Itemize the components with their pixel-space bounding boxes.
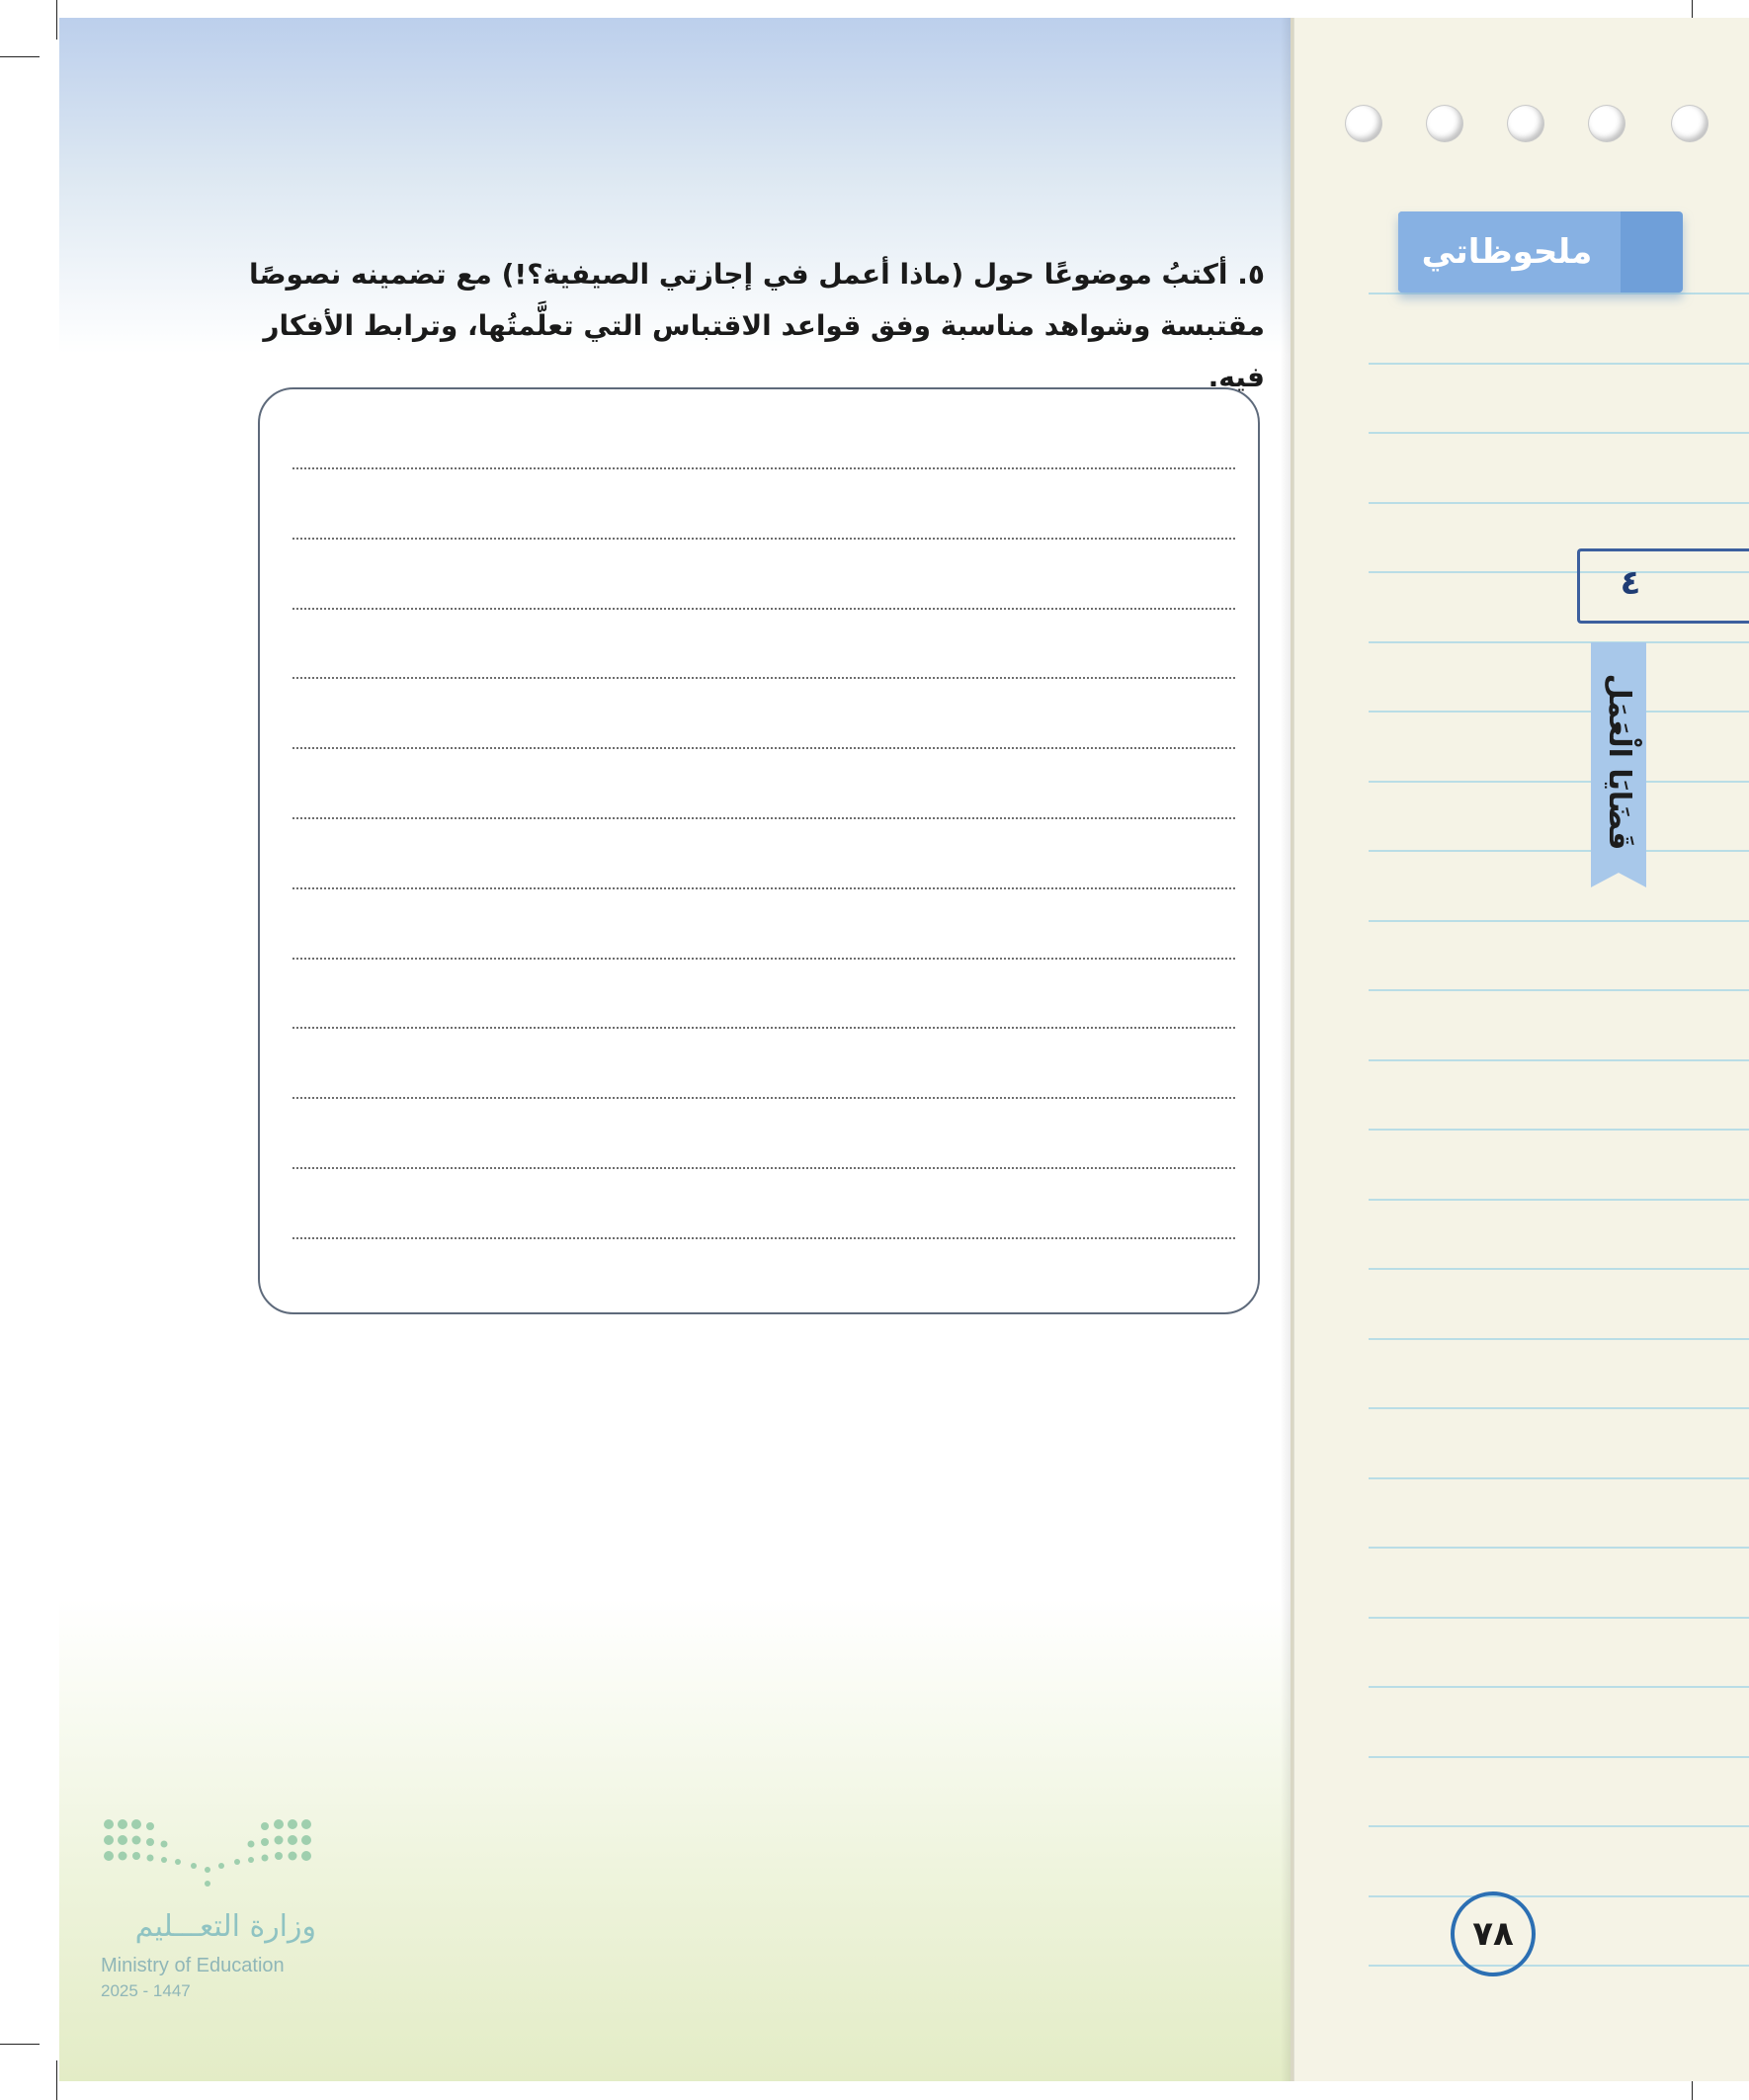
note-rule-line xyxy=(1369,1617,1749,1619)
ministry-name-english: Ministry of Education xyxy=(101,1955,285,1976)
answer-dotted-line[interactable] xyxy=(292,1237,1235,1239)
answer-dotted-line[interactable] xyxy=(292,1027,1235,1029)
binder-hole xyxy=(1589,106,1624,141)
answer-dotted-line[interactable] xyxy=(292,817,1235,819)
note-rule-line xyxy=(1369,432,1749,434)
binder-hole xyxy=(1672,106,1707,141)
note-rule-line xyxy=(1369,1129,1749,1131)
sidebar-edge xyxy=(1291,18,1293,2081)
note-rule-line xyxy=(1369,1895,1749,1897)
notes-header-label: ملحوظاتي xyxy=(1421,232,1593,272)
note-rule-line xyxy=(1369,1199,1749,1201)
answer-writing-box[interactable] xyxy=(258,387,1260,1314)
binder-hole xyxy=(1346,106,1381,141)
answer-dotted-line[interactable] xyxy=(292,538,1235,540)
note-rule-line xyxy=(1369,1965,1749,1967)
note-rule-line xyxy=(1369,989,1749,991)
note-rule-line xyxy=(1369,363,1749,365)
unit-number: ٤ xyxy=(1620,563,1641,603)
note-rule-line xyxy=(1369,1547,1749,1549)
binder-hole xyxy=(1508,106,1543,141)
answer-dotted-line[interactable] xyxy=(292,1167,1235,1169)
answer-dotted-line[interactable] xyxy=(292,467,1235,469)
question-line-1: ٥. أكتبُ موضوعًا حول (ماذا أعمل في إجازتي الصيفية؟!) مع تضمينه نصوصًا xyxy=(248,258,1265,291)
answer-dotted-line[interactable] xyxy=(292,958,1235,960)
notes-sidebar xyxy=(1292,18,1749,2081)
answer-dotted-line[interactable] xyxy=(292,677,1235,679)
note-rule-line xyxy=(1369,1268,1749,1270)
crop-mark xyxy=(0,2044,40,2045)
ministry-logo-icon xyxy=(99,1816,316,1891)
note-rule-line xyxy=(1369,920,1749,922)
note-rule-line xyxy=(1369,1477,1749,1479)
note-rule-line xyxy=(1369,781,1749,783)
note-rule-line xyxy=(1369,293,1749,294)
note-rule-line xyxy=(1369,1407,1749,1409)
ministry-name-arabic: وزارة التعـــليم xyxy=(134,1909,316,1944)
note-rule-line xyxy=(1369,1686,1749,1688)
edition-year: 2025 - 1447 xyxy=(101,1981,191,2000)
question-line-2: مقتبسة وشواهد مناسبة وفق قواعد الاقتباس التي تعلَّمتُها، وترابط الأفكار فيه. xyxy=(263,309,1265,393)
note-rule-line xyxy=(1369,1825,1749,1827)
page-number: ٧٨ xyxy=(1472,1914,1514,1954)
answer-dotted-line[interactable] xyxy=(292,747,1235,749)
crop-mark xyxy=(56,2060,57,2100)
question-text xyxy=(247,249,1265,403)
note-rule-line xyxy=(1369,1059,1749,1061)
answer-dotted-line[interactable] xyxy=(292,887,1235,889)
binder-hole xyxy=(1427,106,1462,141)
note-rule-line xyxy=(1369,711,1749,713)
note-rule-line xyxy=(1369,502,1749,504)
note-rule-line xyxy=(1369,641,1749,643)
note-rule-line xyxy=(1369,1338,1749,1340)
unit-title: قَضَايَا الْعَمَل xyxy=(1602,673,1636,851)
answer-dotted-line[interactable] xyxy=(292,608,1235,610)
answer-dotted-line[interactable] xyxy=(292,1097,1235,1099)
note-rule-line xyxy=(1369,850,1749,852)
note-rule-line xyxy=(1369,1756,1749,1758)
crop-mark xyxy=(0,56,40,57)
crop-mark xyxy=(56,0,57,40)
